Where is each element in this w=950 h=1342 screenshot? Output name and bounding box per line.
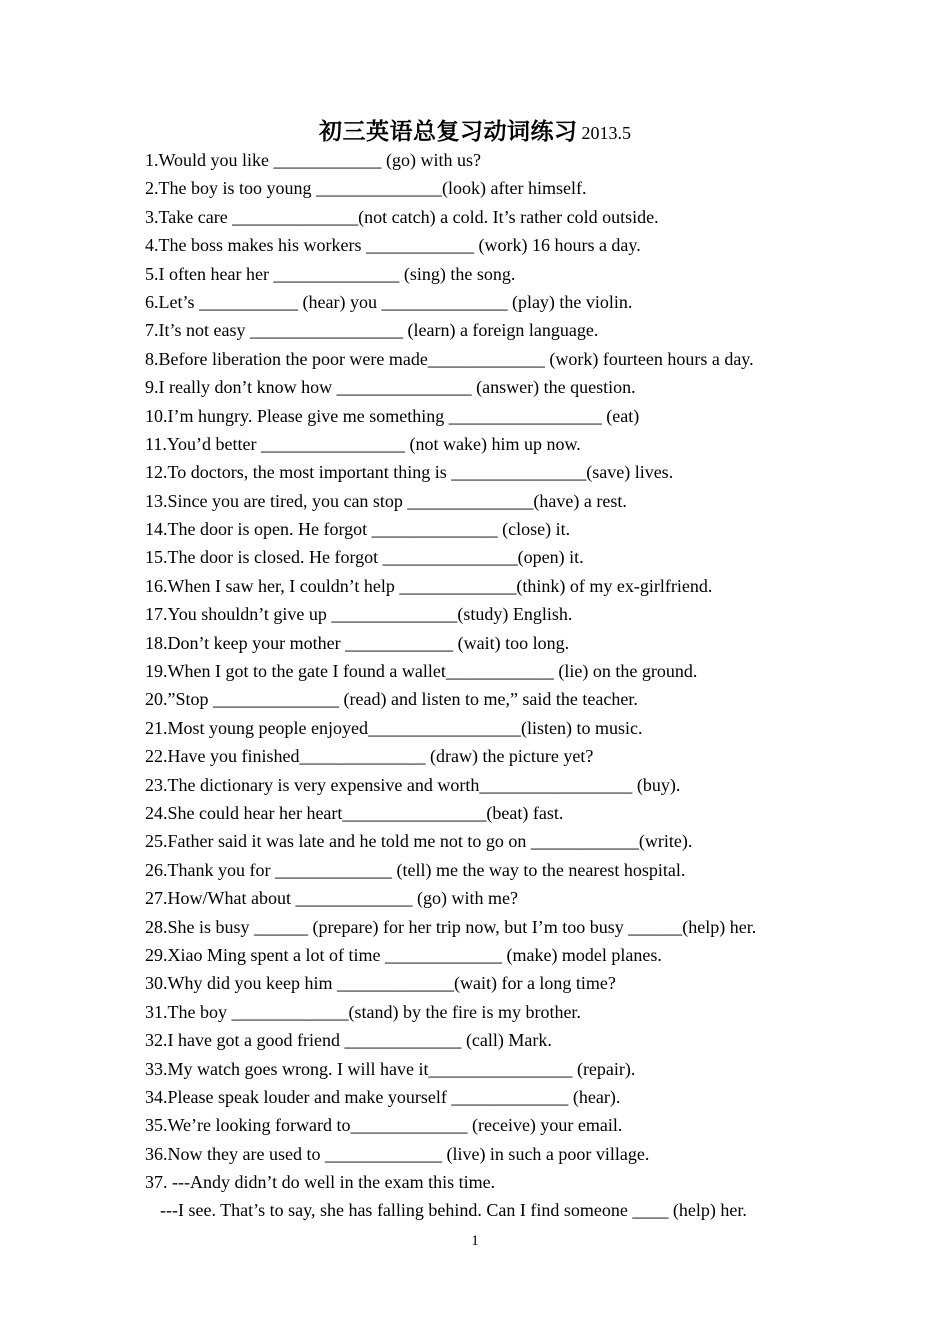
worksheet-title: 初三英语总复习动词练习 bbox=[319, 118, 578, 145]
question-item: 9.I really don’t know how _______________ (answer) the question. bbox=[145, 377, 636, 398]
question-item: 34.Please speak louder and make yourself _____________ (hear). bbox=[145, 1086, 621, 1107]
question-item: 30.Why did you keep him _____________(wait) for a long time? bbox=[145, 973, 616, 994]
question-item: 13.Since you are tired, you can stop ______________(have) a rest. bbox=[145, 490, 627, 511]
question-item: 12.To doctors, the most important thing is _______________(save) lives. bbox=[145, 462, 674, 483]
question-item: 2.The boy is too young ______________(look) after himself. bbox=[145, 178, 587, 199]
question-item: 8.Before liberation the poor were made_____________ (work) fourteen hours a day. bbox=[145, 348, 754, 369]
question-item: 35.We’re looking forward to_____________ (receive) your email. bbox=[145, 1115, 623, 1136]
question-item: 32.I have got a good friend _____________ (call) Mark. bbox=[145, 1030, 552, 1051]
question-item: 16.When I saw her, I couldn’t help _____________(think) of my ex-girlfriend. bbox=[145, 575, 713, 596]
question-item: 21.Most young people enjoyed_________________(listen) to music. bbox=[145, 717, 643, 738]
question-item: 24.She could hear her heart________________(beat) fast. bbox=[145, 802, 564, 823]
question-item: 37. ---Andy didn’t do well in the exam this time. bbox=[145, 1172, 496, 1193]
question-item: 15.The door is closed. He forgot _______________(open) it. bbox=[145, 547, 584, 568]
question-item: 27.How/What about _____________ (go) with me? bbox=[145, 888, 518, 909]
question-item: 1.Would you like ____________ (go) with us? bbox=[145, 150, 482, 170]
question-item: 7.It’s not easy _________________ (learn) a foreign language. bbox=[145, 320, 599, 341]
question-item: 14.The door is open. He forgot ______________ (close) it. bbox=[145, 519, 571, 540]
question-item: 4.The boss makes his workers ____________ (work) 16 hours a day. bbox=[145, 235, 641, 256]
question-item: 22.Have you finished______________ (draw) the picture yet? bbox=[145, 746, 594, 767]
question-item: 29.Xiao Ming spent a lot of time _____________ (make) model planes. bbox=[145, 944, 662, 965]
question-list bbox=[145, 146, 825, 1225]
question-item: 11.You’d better ________________ (not wake) him up now. bbox=[145, 433, 581, 454]
question-item: 18.Don’t keep your mother ____________ (wait) too long. bbox=[145, 632, 570, 653]
question-item: 6.Let’s ___________ (hear) you ______________ (play) the violin. bbox=[145, 291, 633, 312]
question-item: 26.Thank you for _____________ (tell) me the way to the nearest hospital. bbox=[145, 859, 686, 880]
worksheet-date: 2013.5 bbox=[581, 123, 631, 143]
question-item: 20.”Stop ______________ (read) and listen to me,” said the teacher. bbox=[145, 689, 638, 710]
question-item: 17.You shouldn’t give up ______________(study) English. bbox=[145, 604, 573, 625]
question-item: ---I see. That’s to say, she has falling behind. Can I find someone ____ (help) her. bbox=[160, 1200, 747, 1221]
question-item: 10.I’m hungry. Please give me something _________________ (eat) bbox=[145, 405, 640, 426]
question-item: 19.When I got to the gate I found a wallet____________ (lie) on the ground. bbox=[145, 661, 698, 682]
question-item: 3.Take care ______________(not catch) a cold. It’s rather cold outside. bbox=[145, 206, 659, 227]
question-item: 5.I often hear her ______________ (sing) the song. bbox=[145, 263, 516, 284]
question-item: 28.She is busy ______ (prepare) for her trip now, but I’m too busy ______(help) her. bbox=[145, 916, 757, 937]
page-number: 1 bbox=[471, 1233, 479, 1249]
question-item: 33.My watch goes wrong. I will have it________________ (repair). bbox=[145, 1058, 636, 1079]
question-item: 25.Father said it was late and he told me not to go on ____________(write). bbox=[145, 831, 693, 852]
question-item: 36.Now they are used to _____________ (live) in such a poor village. bbox=[145, 1143, 650, 1164]
question-item: 23.The dictionary is very expensive and worth_________________ (buy). bbox=[145, 774, 681, 795]
question-item: 31.The boy _____________(stand) by the fire is my brother. bbox=[145, 1001, 581, 1022]
